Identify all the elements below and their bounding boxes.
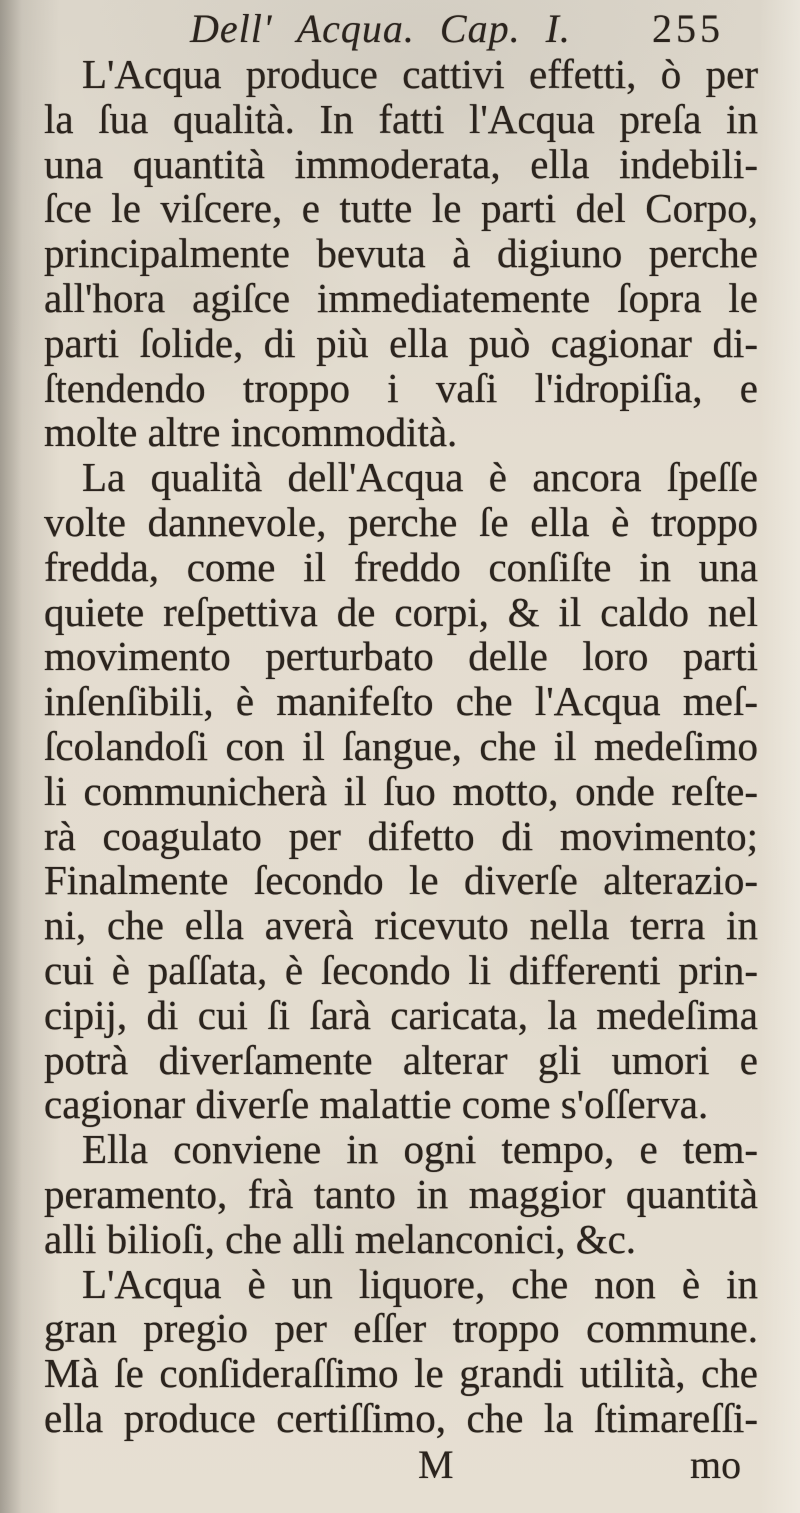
text-line: peramento, frà tanto in maggior quantità: [44, 1170, 758, 1217]
catchword: mo: [690, 1442, 742, 1487]
text-line: alli bilioſi, che alli melanconici, &c.: [44, 1215, 637, 1262]
text-line: ella produce certiſſimo, che la ſtimareſſi-: [44, 1394, 758, 1441]
text-line: L'Acqua produce cattivi effetti, ò per: [82, 51, 758, 97]
text-line: parti ſolide, di più ella può cagionar di-: [44, 319, 758, 366]
text-line: volte dannevole, perche ſe ella è troppo: [44, 498, 758, 545]
text-line: la ſua qualità. In fatti l'Acqua preſa in: [44, 95, 758, 142]
text-line: principalmente bevuta à digiuno perche: [44, 230, 758, 277]
text-line: ſtendendo troppo i vaſi l'idropiſia, e: [44, 364, 758, 411]
text-line: ſce le viſcere, e tutte le parti del Corpo,: [44, 185, 758, 232]
paragraph: [44, 1127, 758, 1261]
paragraph: [44, 455, 758, 1127]
text-line: una quantità immoderata, ella indebili-: [44, 140, 758, 187]
text-line: ni, che ella averà ricevuto nella terra in: [44, 902, 758, 949]
text-line: Ella conviene in ogni tempo, e tem-: [82, 1126, 758, 1173]
body-text: [44, 52, 758, 1441]
text-line: Mà ſe conſideraſſimo le grandi utilità, che: [44, 1350, 758, 1397]
text-line: cagionar diverſe malattie come s'oſſerva.: [44, 1081, 709, 1128]
text-line: cui è paſſata, è ſecondo li differenti prin-: [44, 946, 758, 993]
text-line: La qualità dell'Acqua è ancora ſpeſſe: [82, 454, 758, 501]
text-line: potrà diverſamente alterar gli umori e: [44, 1036, 758, 1083]
paragraph: [44, 1262, 758, 1441]
text-line: ſcolandoſi con il ſangue, che il medeſimo: [44, 722, 758, 769]
text-line: all'hora agiſce immediatemente ſopra le: [44, 274, 758, 321]
text-line: fredda, come il freddo conſiſte in una: [44, 543, 758, 590]
page-footer: [0, 1442, 800, 1488]
text-line: li communicherà il ſuo motto, onde reſte-: [44, 767, 758, 814]
text-line: molte altre incommodità.: [44, 409, 458, 456]
text-line: inſenſibili, è manifeſto che l'Acqua meſ-: [44, 678, 758, 725]
text-line: cipij, di cui ſi ſarà caricata, la medeſima: [44, 991, 758, 1038]
text-line: rà coagulato per difetto di movimento;: [44, 812, 758, 859]
text-line: Finalmente ſecondo le diverſe alterazio-: [44, 857, 758, 904]
text-line: movimento perturbato delle loro parti: [44, 633, 758, 680]
paragraph: [44, 52, 758, 455]
signature-mark: M: [418, 1442, 454, 1487]
text-line: L'Acqua è un liquore, che non è in: [82, 1260, 758, 1307]
running-head-title: Dell' Acqua. Cap. I.: [190, 6, 571, 51]
text-line: gran pregio per eſſer troppo commune.: [44, 1305, 758, 1352]
page-number: 255: [652, 6, 724, 51]
running-head: [190, 6, 750, 52]
text-line: quiete reſpettiva de corpi, & il caldo nel: [44, 588, 758, 635]
